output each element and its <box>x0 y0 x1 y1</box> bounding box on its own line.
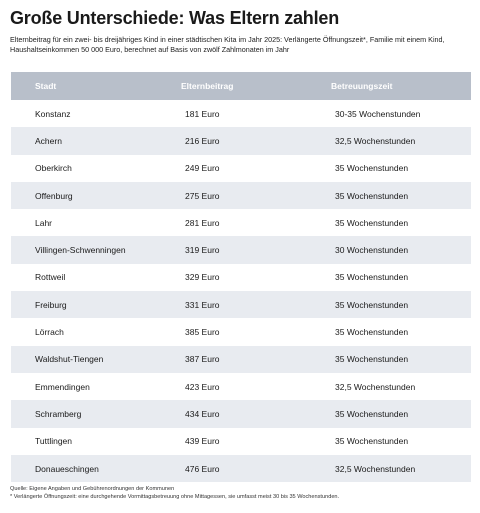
table-row <box>11 155 471 182</box>
column-header-betreuungszeit: Betreuungszeit <box>331 81 393 91</box>
table-row <box>11 346 471 373</box>
cell-elternbeitrag: 249 Euro <box>185 163 220 174</box>
cell-stadt: Schramberg <box>35 408 82 419</box>
cell-stadt: Freiburg <box>35 299 67 310</box>
table-header <box>11 72 471 100</box>
cell-stadt: Offenburg <box>35 190 73 201</box>
cell-betreuungszeit: 35 Wochenstunden <box>335 163 409 174</box>
cell-elternbeitrag: 476 Euro <box>185 463 220 474</box>
cell-elternbeitrag: 387 Euro <box>185 354 220 365</box>
table-row <box>11 400 471 427</box>
cell-stadt: Rottweil <box>35 272 66 283</box>
cell-betreuungszeit: 30-35 Wochenstunden <box>335 108 421 119</box>
cell-elternbeitrag: 275 Euro <box>185 190 220 201</box>
table-row <box>11 182 471 209</box>
cell-elternbeitrag: 434 Euro <box>185 408 220 419</box>
cell-betreuungszeit: 30 Wochenstunden <box>335 245 409 256</box>
cell-elternbeitrag: 181 Euro <box>185 108 220 119</box>
cell-elternbeitrag: 216 Euro <box>185 135 220 146</box>
chart-footer <box>10 486 475 501</box>
cell-betreuungszeit: 32,5 Wochenstunden <box>335 381 416 392</box>
table-row <box>11 264 471 291</box>
cell-elternbeitrag: 319 Euro <box>185 245 220 256</box>
cell-stadt: Waldshut-Tiengen <box>35 354 104 365</box>
cell-stadt: Konstanz <box>35 108 71 119</box>
cell-betreuungszeit: 32,5 Wochenstunden <box>335 135 416 146</box>
cell-elternbeitrag: 281 Euro <box>185 217 220 228</box>
table-row <box>11 455 471 482</box>
column-header-elternbeitrag: Elternbeitrag <box>181 81 234 91</box>
table-row <box>11 100 471 127</box>
table-row <box>11 428 471 455</box>
cell-stadt: Donaueschingen <box>35 463 99 474</box>
table-row <box>11 209 471 236</box>
cell-stadt: Achern <box>35 135 62 146</box>
source-note: Quelle: Eigene Angaben und Gebührenordnungen der Kommunen <box>10 486 175 492</box>
footnote: * Verlängerte Öffnungszeit: eine durchgehende Vormittagsbetreuung ohne Mittagessen, sie umfasst meist 30 bis 35 Wochenstunden. <box>10 493 340 500</box>
table-row <box>11 318 471 345</box>
cell-elternbeitrag: 439 Euro <box>185 436 220 447</box>
cell-betreuungszeit: 35 Wochenstunden <box>335 190 409 201</box>
table-row <box>11 127 471 154</box>
cell-betreuungszeit: 32,5 Wochenstunden <box>335 463 416 474</box>
cell-betreuungszeit: 35 Wochenstunden <box>335 217 409 228</box>
cell-stadt: Villingen-Schwenningen <box>35 245 126 256</box>
cell-elternbeitrag: 329 Euro <box>185 272 220 283</box>
cell-betreuungszeit: 35 Wochenstunden <box>335 408 409 419</box>
cell-stadt: Oberkirch <box>35 163 72 174</box>
chart-subtitle: Elternbeitrag für ein zwei- bis dreijähriges Kind in einer städtischen Kita im Jahr 2025: Verlängerte Öffnungszeit*, Familie mit einem Kind, Haushaltseinkommen 50 000 Euro, berechnet auf Basis von zwölf Zahlmonaten im Jahr <box>10 35 445 54</box>
table-row <box>11 291 471 318</box>
cell-stadt: Lahr <box>35 217 53 228</box>
table-row <box>11 373 471 400</box>
cell-stadt: Tuttlingen <box>35 436 73 447</box>
chart-title: Große Unterschiede: Was Eltern zahlen <box>10 8 340 28</box>
cell-stadt: Lörrach <box>35 327 64 338</box>
cell-elternbeitrag: 385 Euro <box>185 327 220 338</box>
data-table <box>11 72 471 482</box>
table-body <box>11 100 471 482</box>
cell-betreuungszeit: 35 Wochenstunden <box>335 327 409 338</box>
cell-elternbeitrag: 423 Euro <box>185 381 220 392</box>
cell-betreuungszeit: 35 Wochenstunden <box>335 354 409 365</box>
column-header-stadt: Stadt <box>35 81 57 91</box>
cell-betreuungszeit: 35 Wochenstunden <box>335 272 409 283</box>
table-row <box>11 236 471 263</box>
cell-stadt: Emmendingen <box>35 381 90 392</box>
cell-elternbeitrag: 331 Euro <box>185 299 220 310</box>
cell-betreuungszeit: 35 Wochenstunden <box>335 299 409 310</box>
cell-betreuungszeit: 35 Wochenstunden <box>335 436 409 447</box>
